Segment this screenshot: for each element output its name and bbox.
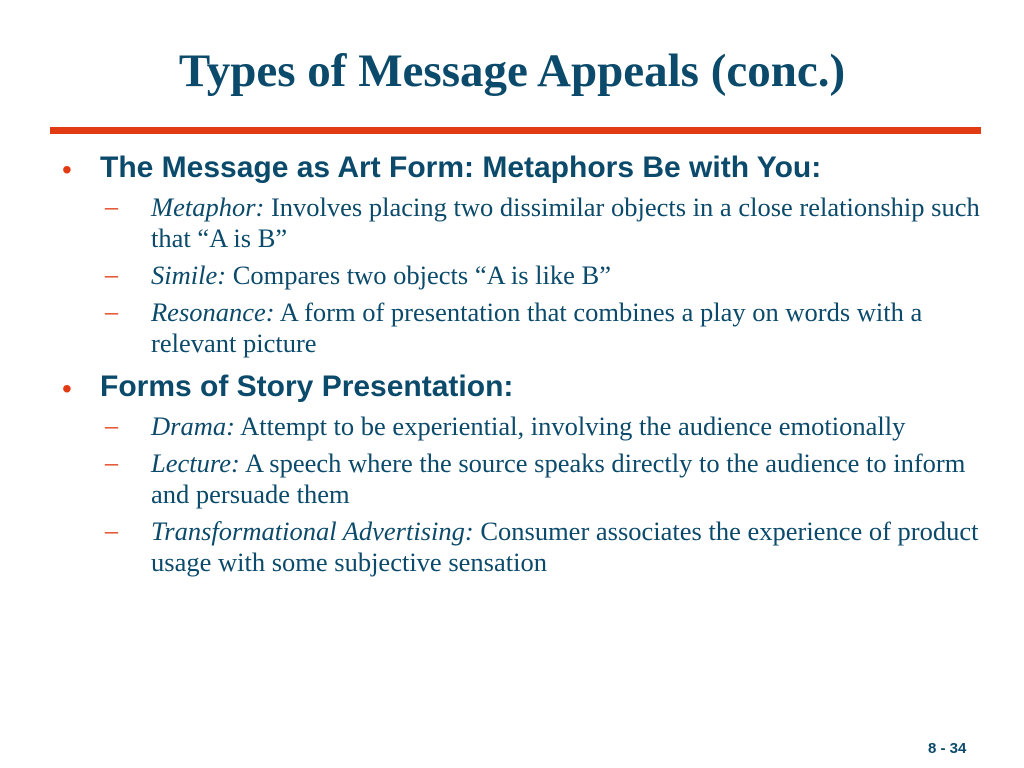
slide-title: Types of Message Appeals (conc.) bbox=[178, 45, 846, 97]
term-definition: Involves placing two dissimilar objects in a close relationship such that “A is B” bbox=[151, 192, 980, 253]
dash-icon: – bbox=[105, 448, 118, 477]
sub-item-metaphor bbox=[105, 192, 981, 254]
term-definition: A form of presentation that combines a play on words with a relevant picture bbox=[151, 297, 923, 358]
bullet-icon: • bbox=[62, 154, 72, 185]
term-definition: Attempt to be experiential, involving the audience emotionally bbox=[234, 411, 906, 441]
term-definition: Compares two objects “A is like B” bbox=[226, 260, 611, 290]
term-definition: A speech where the source speaks directly to the audience to inform and persuade them bbox=[151, 448, 966, 509]
bullet-story-presentation bbox=[62, 371, 982, 403]
sub-list-story-presentation bbox=[62, 411, 982, 578]
sub-list-art-form bbox=[62, 192, 982, 359]
page-number: 8 - 34 bbox=[928, 740, 967, 757]
dash-icon: – bbox=[105, 516, 118, 545]
term-label: Resonance: bbox=[151, 297, 275, 327]
term-label: Metaphor: bbox=[151, 192, 265, 222]
sub-item-resonance bbox=[105, 297, 981, 359]
term-label: Simile: bbox=[151, 260, 227, 290]
dash-icon: – bbox=[105, 411, 118, 440]
term-label: Transformational Advertising: bbox=[151, 516, 474, 546]
dash-icon: – bbox=[105, 260, 118, 289]
term-label: Drama: bbox=[151, 411, 235, 441]
bullet-heading: The Message as Art Form: Metaphors Be with You: bbox=[100, 151, 822, 184]
dash-icon: – bbox=[105, 192, 118, 221]
dash-icon: – bbox=[105, 297, 118, 326]
term-definition: Consumer associates the experience of product usage with some subjective sensation bbox=[151, 516, 979, 577]
sub-item-drama bbox=[105, 411, 981, 442]
sub-item-transformational-advertising bbox=[105, 516, 981, 578]
term-label: Lecture: bbox=[151, 448, 240, 478]
slide-content bbox=[62, 152, 982, 590]
bullet-heading: Forms of Story Presentation: bbox=[100, 370, 514, 403]
sub-item-simile bbox=[105, 260, 981, 291]
bullet-art-form bbox=[62, 152, 982, 184]
title-divider bbox=[50, 127, 981, 134]
sub-item-lecture bbox=[105, 448, 981, 510]
bullet-icon: • bbox=[62, 373, 72, 404]
